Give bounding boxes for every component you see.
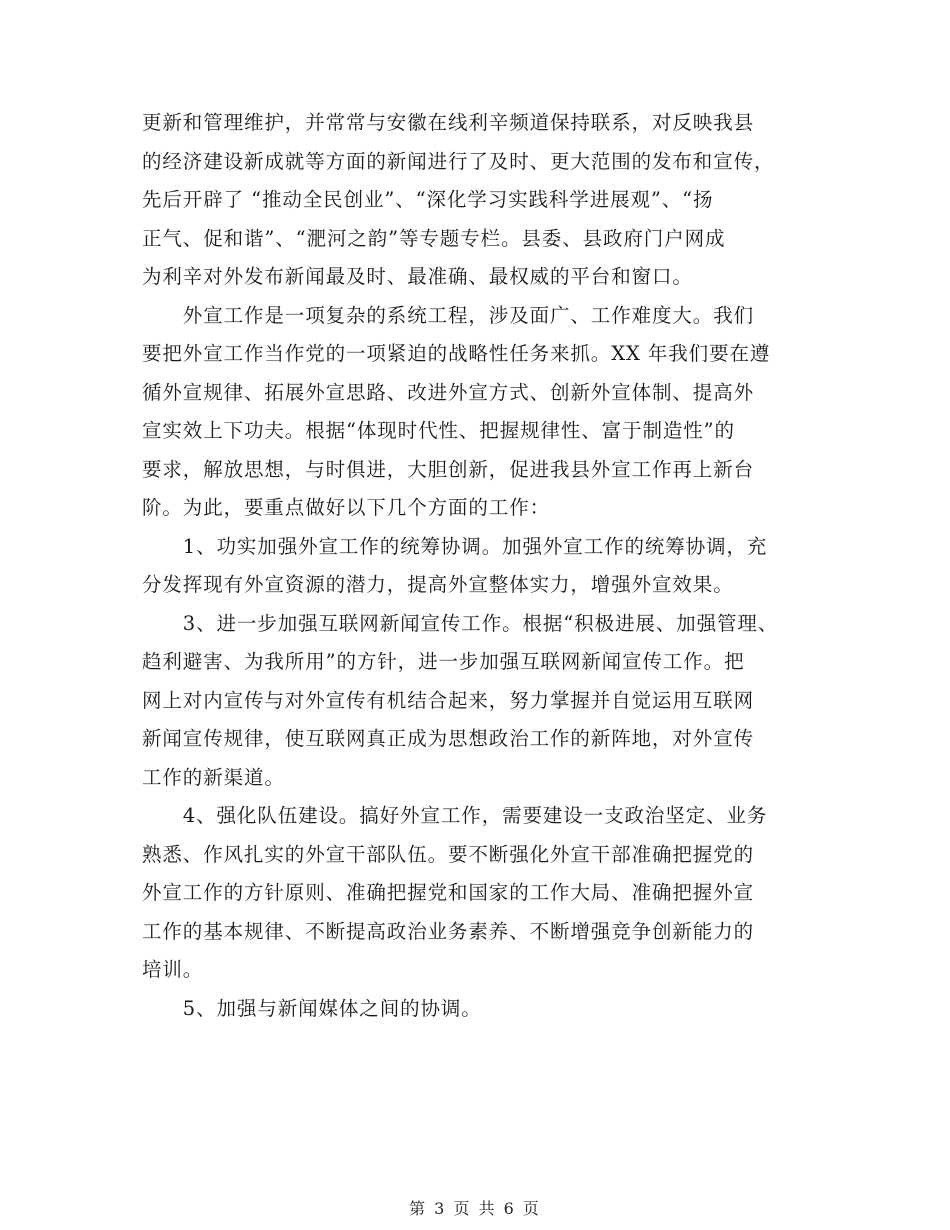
page-number-footer: 第 3 页 共 6 页 bbox=[409, 1199, 541, 1218]
text-line: 工作的基本规律、不断提高政治业务素养、不断增强竞争创新能力的 bbox=[142, 919, 755, 943]
text-line: 循外宣规律、拓展外宣思路、改进外宣方式、创新外宣体制、提高外 bbox=[142, 380, 755, 404]
text-line: 1、功实加强外宣工作的统筹协调。加强外宣工作的统筹协调，充 bbox=[142, 534, 768, 558]
text-line: 4、强化队伍建设。搞好外宣工作，需要建设一支政治坚定、业务 bbox=[142, 804, 768, 827]
text-line: 阶。为此，要重点做好以下几个方面的工作： bbox=[142, 496, 551, 519]
text-line: 外宣工作的方针原则、准确把握党和国家的工作大局、准确把握外宣 bbox=[142, 881, 755, 904]
text-line: 培训。 bbox=[142, 958, 204, 981]
paragraph-item-3 bbox=[142, 605, 822, 798]
text-line: 宣实效上下功夫。根据“体现时代性、把握规律性、富于制造性”的 bbox=[142, 419, 735, 442]
text-line: 为利辛对外发布新闻最及时、最准确、最权威的平台和窗口。 bbox=[142, 265, 693, 288]
document-body bbox=[142, 104, 822, 1028]
paragraph-item-5 bbox=[142, 990, 822, 1029]
paragraph-website-promotion bbox=[142, 104, 822, 297]
text-line: 分发挥现有外宣资源的潜力，提高外宣整体实力，增强外宣效果。 bbox=[142, 573, 734, 596]
text-line: 3、进一步加强互联网新闻宣传工作。根据“积极进展、加强管理、 bbox=[142, 611, 779, 635]
paragraph-item-1 bbox=[142, 528, 822, 605]
text-line: 5、加强与新闻媒体之间的协调。 bbox=[142, 996, 482, 1020]
paragraph-item-4 bbox=[142, 797, 822, 990]
text-line: 先后开辟了 “推动全民创业”、“深化学习实践科学进展观”、“扬 bbox=[142, 188, 714, 211]
text-line: 趋利避害、为我所用”的方针，进一步加强互联网新闻宣传工作。把 bbox=[142, 650, 745, 673]
text-line: 新闻宣传规律，使互联网真正成为思想政治工作的新阵地，对外宣传 bbox=[142, 727, 755, 750]
text-line: 要把外宣工作当作党的一项紧迫的战略性任务来抓。XX 年我们要在遵 bbox=[142, 342, 771, 365]
text-line: 正气、促和谐”、“淝河之韵”等专题专栏。县委、县政府门户网成 bbox=[142, 226, 726, 250]
text-line: 要求，解放思想，与时俱进，大胆创新，促进我县外宣工作再上新台 bbox=[142, 457, 755, 481]
text-line: 工作的新渠道。 bbox=[142, 765, 285, 789]
text-line: 更新和管理维护，并常常与安徽在线利辛频道保持联系，对反映我县 bbox=[142, 111, 755, 134]
text-line: 熟悉、作风扎实的外宣干部队伍。要不断强化外宣干部准确把握党的 bbox=[142, 842, 755, 866]
text-line: 网上对内宣传与对外宣传有机结合起来，努力掌握并自觉运用互联网 bbox=[142, 688, 755, 712]
paragraph-external-publicity-overview bbox=[142, 297, 822, 528]
text-line: 外宣工作是一项复杂的系统工程，涉及面广、工作难度大。我们 bbox=[142, 303, 755, 327]
text-line: 的经济建设新成就等方面的新闻进行了及时、更大范围的发布和宣传， bbox=[142, 149, 775, 173]
